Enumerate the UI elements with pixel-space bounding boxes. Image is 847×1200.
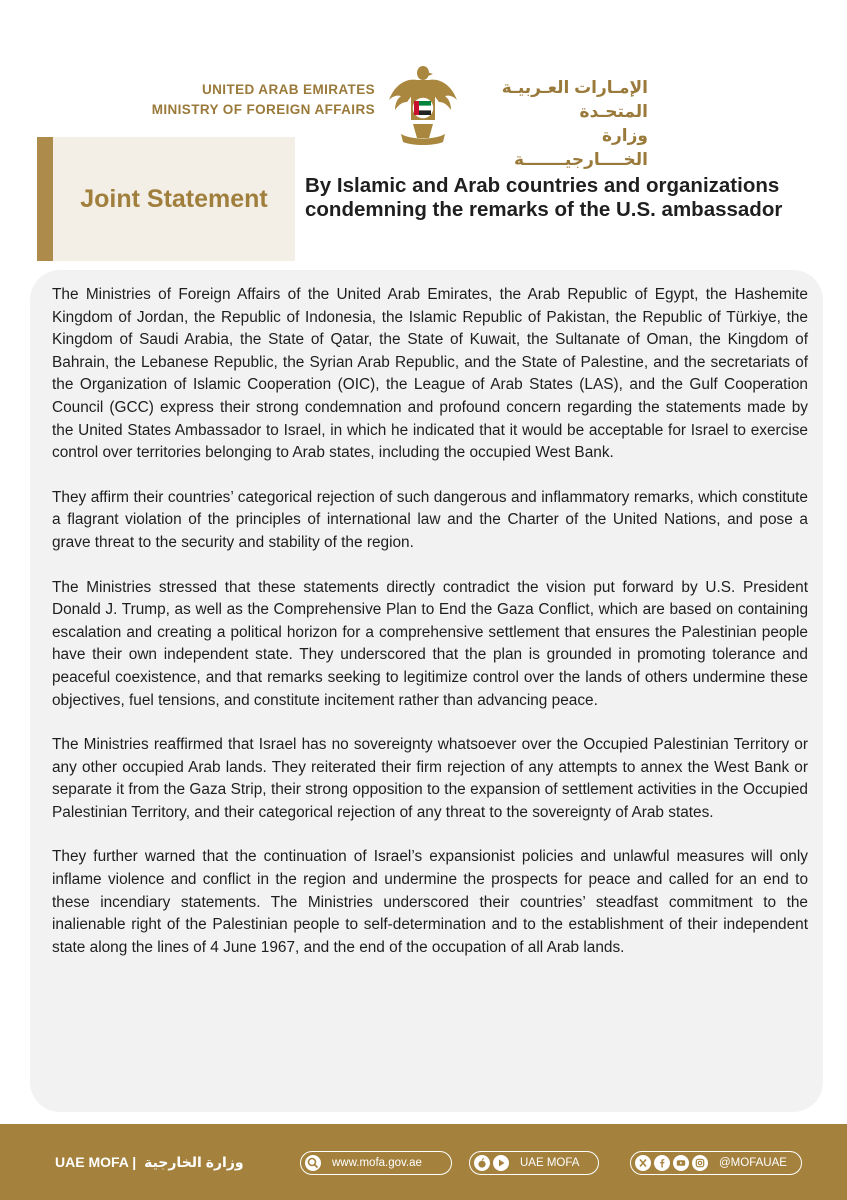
- ministry-name-english: [152, 80, 375, 120]
- title-box: [53, 137, 295, 261]
- app-link[interactable]: [469, 1151, 599, 1175]
- apple-icon: [474, 1155, 490, 1171]
- instagram-icon: [692, 1155, 708, 1171]
- ministry-name-arabic: [478, 76, 648, 172]
- social-handle: @MOFAUAE: [719, 1157, 787, 1169]
- ministry-name-arabic-line: وزارة الخــــارجيـــــــة: [513, 126, 648, 169]
- website-url: www.mofa.gov.ae: [332, 1157, 422, 1169]
- statement-subtitle: By Islamic and Arab countries and organizations condemning the remarks of the U.S. ambassador: [305, 174, 783, 221]
- footer-brand-arabic: وزارة الخارجية: [144, 1154, 244, 1170]
- facebook-icon: [654, 1155, 670, 1171]
- ministry-name: MINISTRY OF FOREIGN AFFAIRS: [151, 102, 375, 117]
- letterhead: [0, 0, 847, 169]
- footer-brand-english: UAE MOFA |: [55, 1154, 137, 1170]
- uae-falcon-emblem-icon: [383, 64, 463, 146]
- paragraph: The Ministries of Foreign Affairs of the United Arab Emirates, the Arab Republic of Egypt, the Hashemite Kingdom of Jordan, the Republic of Indonesia, the Islamic Republic of Pakistan, the Republic of Türkiye, the Kingdom of Saudi Arabia, the State of Qatar, the State of Kuwait, the Sultanate of Oman, the Kingdom of Bahrain, the Lebanese Republic, the Syrian Arab Republic, and the State of Palestine, and the secretariats of the Organization of Islamic Cooperation (OIC), the League of Arab States (LAS), and the Gulf Cooperation Council (GCC) express their strong condemnation and profound concern regarding the statements made by the United States Ambassador to Israel, in which he indicated that it would be acceptable for Israel to exercise control over territories belonging to Arab states, including the occupied West Bank.: [52, 286, 808, 462]
- country-name-arabic: الإمـارات العـربيـة المتحـدة: [501, 78, 648, 121]
- app-name: UAE MOFA: [520, 1157, 580, 1169]
- statement-body: [52, 284, 808, 981]
- play-store-icon: [493, 1155, 509, 1171]
- country-name: UNITED ARAB EMIRATES: [202, 82, 375, 97]
- search-icon: [305, 1155, 321, 1171]
- social-links[interactable]: [630, 1151, 802, 1175]
- paragraph: The Ministries reaffirmed that Israel has no sovereignty whatsoever over the Occupied Palestinian Territory or any other occupied Arab lands. They reiterated their firm rejection of any attempts to annex the West Bank or separate it from the Gaza Strip, their strong opposition to the expansion of settlement activities in the Occupied Palestinian Territory, and their categorical rejection of any threat to the sovereignty of Arab states.: [52, 736, 808, 821]
- title-accent-bar: [37, 137, 53, 261]
- youtube-icon: [673, 1155, 689, 1171]
- document-type-label: Joint Statement: [80, 184, 268, 213]
- footer: [0, 1124, 847, 1200]
- paragraph: They affirm their countries’ categorical rejection of such dangerous and inflammatory remarks, which constitute a flagrant violation of the principles of international law and the Charter of the United Nations, and pose a grave threat to the security and stability of the region.: [52, 488, 808, 551]
- paragraph: They further warned that the continuation of Israel’s expansionist policies and unlawful measures will only inflame violence and conflict in the region and undermine the prospects for peace and called for an end to these incendiary statements. The Ministries underscored their countries’ steadfast commitment to the inalienable right of the Palestinian people to self-determination and to the establishment of their independent state along the lines of 4 June 1967, and the end of the occupation of all Arab lands.: [52, 848, 808, 956]
- footer-brand: [55, 1154, 244, 1171]
- x-icon: [635, 1155, 651, 1171]
- statement-body-card: [30, 270, 823, 1112]
- website-link[interactable]: [300, 1151, 452, 1175]
- paragraph: The Ministries stressed that these statements directly contradict the vision put forward by U.S. President Donald J. Trump, as well as the Comprehensive Plan to End the Gaza Conflict, which are based on containing escalation and creating a political horizon for a comprehensive settlement that ensures the Palestinian people have their own independent state. They underscored that the plan is grounded in promoting tolerance and peaceful coexistence, and that remarks seeking to legitimize control over the lands of others undermine these objectives, fuel tensions, and constitute incitement rather than advancing peace.: [52, 578, 808, 709]
